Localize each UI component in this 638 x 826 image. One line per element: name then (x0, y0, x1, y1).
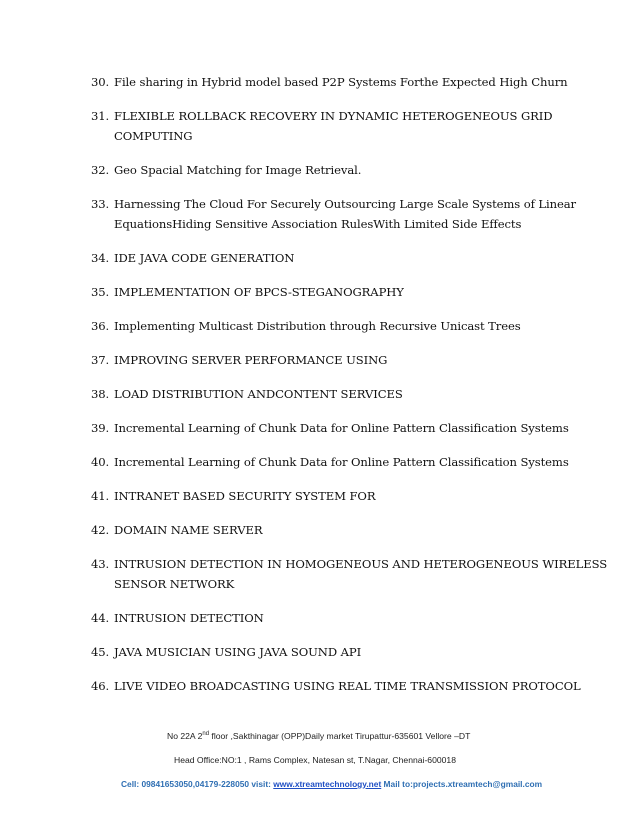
list-item (91, 282, 571, 302)
list-item-number: 33. (91, 197, 110, 211)
footer-address (167, 731, 470, 741)
list-item (91, 520, 571, 540)
list-item-number: 43. (91, 557, 110, 571)
list-item-text: FLEXIBLE ROLLBACK RECOVERY IN DYNAMIC HETEROGENEOUS GRID (114, 109, 553, 123)
list-item-text: SENSOR NETWORK (114, 577, 235, 591)
footer-contact-prefix: Cell: 09841653050,04179-228050 visit: (121, 779, 274, 789)
list-item (91, 452, 571, 472)
list-item-number: 42. (91, 523, 110, 537)
footer-address-sup: nd (202, 731, 210, 738)
list-item (91, 72, 571, 92)
list-item-text: IMPROVING SERVER PERFORMANCE USING (114, 353, 388, 367)
footer-contact-suffix: Mail to:projects.xtreamtech@gmail.com (381, 779, 543, 789)
list-item (91, 608, 571, 628)
website-link[interactable]: www.xtreamtechnology.net (273, 779, 382, 789)
list-item-text: INTRANET BASED SECURITY SYSTEM FOR (114, 489, 376, 503)
list-item (91, 486, 571, 506)
list-item-number: 31. (91, 109, 110, 123)
list-item-text: Implementing Multicast Distribution through Recursive Unicast Trees (114, 319, 521, 333)
list-item (91, 676, 581, 696)
footer-head-office: Head Office:NO:1 , Rams Complex, Natesan st, T.Nagar, Chennai-600018 (174, 755, 456, 765)
list-item-number: 36. (91, 319, 110, 333)
list-item-text: INTRUSION DETECTION (114, 611, 264, 625)
list-item-text: Incremental Learning of Chunk Data for Online Pattern Classification Systems (114, 455, 569, 469)
list-item-number: 39. (91, 421, 110, 435)
list-item-number: 40. (91, 455, 110, 469)
list-item-text: Harnessing The Cloud For Securely Outsourcing Large Scale Systems of Linear (114, 197, 576, 211)
list-item-number: 32. (91, 163, 110, 177)
list-item-number: 44. (91, 611, 110, 625)
list-item-text: JAVA MUSICIAN USING JAVA SOUND API (114, 645, 362, 659)
list-item-number: 46. (91, 679, 110, 693)
list-item-text: IDE JAVA CODE GENERATION (114, 251, 295, 265)
list-item (91, 350, 571, 370)
list-item (91, 248, 571, 268)
list-item-text: LIVE VIDEO BROADCASTING USING REAL TIME TRANSMISSION PROTOCOL (114, 679, 581, 693)
footer-address-suffix: floor ,Sakthinagar (OPP)Daily market Tirupattur-635601 Vellore –DT (209, 731, 471, 741)
list-item (91, 642, 571, 662)
list-item (91, 384, 571, 404)
list-item (91, 554, 608, 594)
project-list (91, 72, 608, 710)
list-item-text: Incremental Learning of Chunk Data for Online Pattern Classification Systems (114, 421, 569, 435)
list-item-text: INTRUSION DETECTION IN HOMOGENEOUS AND HETEROGENEOUS WIRELESS (114, 557, 608, 571)
list-item-text: LOAD DISTRIBUTION ANDCONTENT SERVICES (114, 387, 403, 401)
list-item-text: File sharing in Hybrid model based P2P Systems Forthe Expected High Churn (114, 75, 568, 89)
list-item-text: DOMAIN NAME SERVER (114, 523, 263, 537)
list-item (91, 106, 571, 146)
list-item-text: COMPUTING (114, 129, 193, 143)
list-item-number: 41. (91, 489, 110, 503)
list-item (91, 316, 571, 336)
list-item-number: 35. (91, 285, 110, 299)
footer-address-prefix: No 22A 2 (167, 731, 203, 741)
list-item-number: 30. (91, 75, 110, 89)
list-item (91, 418, 571, 438)
list-item-number: 45. (91, 645, 110, 659)
list-item-number: 37. (91, 353, 110, 367)
list-item (91, 160, 571, 180)
list-item-text: Geo Spacial Matching for Image Retrieval. (114, 163, 362, 177)
list-item-number: 38. (91, 387, 110, 401)
list-item-number: 34. (91, 251, 110, 265)
list-item-text: IMPLEMENTATION OF BPCS-STEGANOGRAPHY (114, 285, 404, 299)
list-item (91, 194, 576, 234)
list-item-text: EquationsHiding Sensitive Association RulesWith Limited Side Effects (114, 217, 522, 231)
footer-contact (121, 779, 542, 789)
